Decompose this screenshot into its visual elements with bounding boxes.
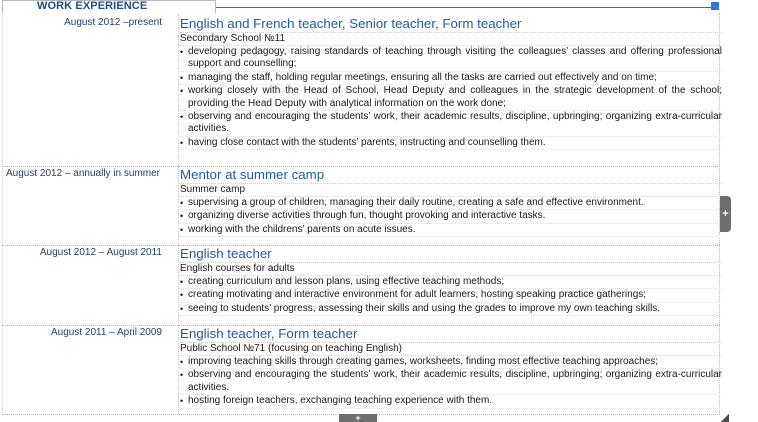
job-dates: August 2012 –present xyxy=(64,17,162,28)
column-divider xyxy=(178,325,179,414)
duty-list xyxy=(180,46,722,150)
duty-item[interactable]: • developing pedagogy, raising standards of teaching through visiting the colleagues’ classes and offering professional support and counselling; xyxy=(180,46,722,72)
duty-item[interactable]: • hosting foreign teachers, exchanging teaching experience with them. xyxy=(180,395,722,408)
job-entry xyxy=(2,245,720,325)
duty-list xyxy=(180,276,722,316)
add-row-plus-icon[interactable]: + xyxy=(339,414,377,422)
job-content xyxy=(180,326,722,409)
job-title[interactable]: Mentor at summer camp xyxy=(180,167,722,184)
duty-item[interactable]: • managing the staff, holding regular meetings, ensuring all the tasks are carried out effectively and on time; xyxy=(180,72,722,85)
add-column-plus-icon[interactable]: + xyxy=(720,196,731,232)
duty-item[interactable]: • supervising a group of children, managing their daily routine, creating a safe and effective environment. xyxy=(180,197,722,210)
job-organization[interactable]: English courses for adults xyxy=(180,263,722,276)
duty-item[interactable]: • having close contact with the students’ parents, instructing and counselling them. xyxy=(180,137,722,150)
job-title[interactable]: English and French teacher, Senior teacher, Form teacher xyxy=(180,16,722,33)
job-entry xyxy=(2,325,720,414)
job-entry xyxy=(2,14,720,168)
resize-grip-icon[interactable] xyxy=(721,414,729,422)
duty-item[interactable]: • creating motivating and interactive environment for adult learners, hosting speaking practice gatherings; xyxy=(180,289,722,302)
duty-item[interactable]: • observing and encouraging the students’ work, their academic results, discipline, upbringing; organizing extra-curricular activities. xyxy=(180,111,722,137)
job-entry xyxy=(2,166,720,246)
job-title[interactable]: English teacher xyxy=(180,246,722,263)
duty-list xyxy=(180,356,722,409)
duty-item[interactable]: • improving teaching skills through creating games, worksheets, finding most effective teaching approaches; xyxy=(180,356,722,369)
job-dates: August 2012 – annually in summer xyxy=(6,168,160,179)
job-title[interactable]: English teacher, Form teacher xyxy=(180,326,722,343)
duty-item[interactable]: • observing and encouraging the students’ work, their academic results, discipline, upbringing; organizing extra-curricular activities. xyxy=(180,369,722,395)
title-rule xyxy=(216,7,712,8)
duty-item[interactable]: • working with the childrens’ parents on acute issues. xyxy=(180,224,722,237)
job-content xyxy=(180,16,722,150)
job-organization[interactable]: Summer camp xyxy=(180,184,722,197)
job-content xyxy=(180,167,722,237)
column-divider xyxy=(178,14,179,168)
job-organization[interactable]: Secondary School №11 xyxy=(180,33,722,46)
duty-list xyxy=(180,197,722,237)
duty-item[interactable]: • working closely with the Head of School, Head Deputy and colleagues in the strategic development of the school; providing the Head Deputy with analytical information on the work done; xyxy=(180,85,722,111)
job-content xyxy=(180,246,722,316)
duty-item[interactable]: • organizing diverse activities through fun, thought provoking and interactive tasks. xyxy=(180,210,722,223)
duty-item[interactable]: • seeing to students’ progress, assessing their skills and using the grades to improve my own teaching skills. xyxy=(180,303,722,316)
duty-item[interactable]: • creating curriculum and lesson plans, using effective teaching methods; xyxy=(180,276,722,289)
job-dates: August 2011 – April 2009 xyxy=(50,327,162,338)
job-dates: August 2012 – August 2011 xyxy=(39,247,162,258)
job-organization[interactable]: Public School №71 (focusing on teaching English) xyxy=(180,343,722,356)
column-divider xyxy=(178,166,179,246)
section-title: WORK EXPERIENCE xyxy=(37,0,148,12)
corner-handle[interactable] xyxy=(711,2,719,10)
column-divider xyxy=(178,245,179,325)
